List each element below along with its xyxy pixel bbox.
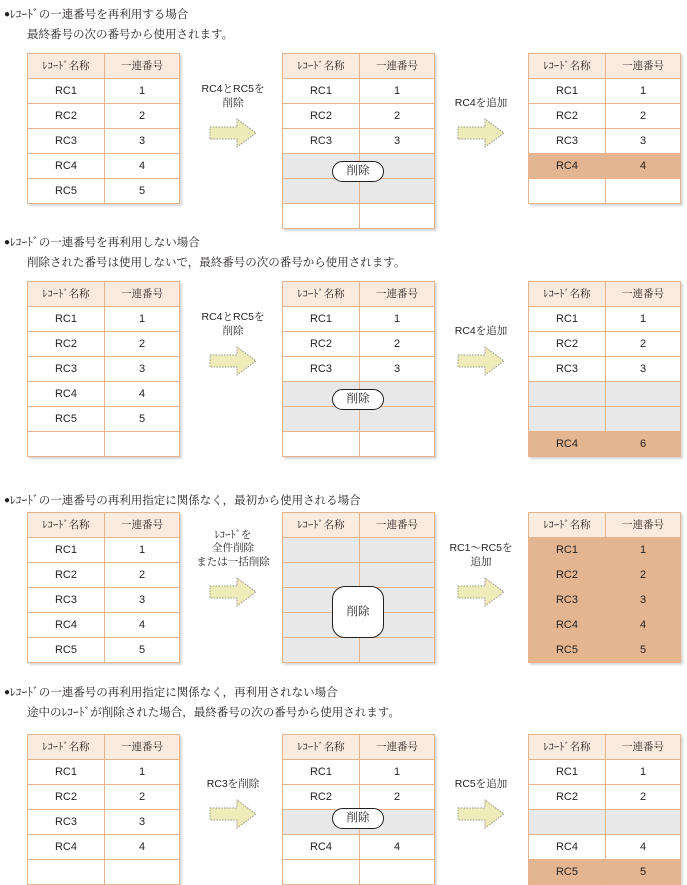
table-header-row (529, 282, 681, 307)
arrow-label-line: RC4を追加 (454, 324, 508, 337)
cell-sequence-number (360, 638, 435, 663)
table-row (28, 810, 180, 835)
section-heading (4, 8, 188, 22)
cell-sequence-number: 2 (105, 332, 180, 357)
arrow-delete-step (207, 116, 259, 150)
table-row (283, 129, 435, 154)
column-header-record-name: ﾚｺｰﾄﾞ名称 (283, 735, 360, 760)
cell-sequence-number: 5 (105, 407, 180, 432)
table-before (27, 512, 180, 663)
table-after-add (528, 512, 681, 663)
table-row (283, 835, 435, 860)
arrow-add-step (455, 797, 507, 831)
table-row (28, 563, 180, 588)
cell-record-name: RC1 (28, 760, 105, 785)
arrow-label-line: または一括削除 (196, 555, 270, 568)
column-header-record-name: ﾚｺｰﾄﾞ名称 (28, 282, 105, 307)
arrow-delete-label (178, 529, 288, 570)
cell-sequence-number (360, 563, 435, 588)
cell-record-name: RC4 (529, 835, 606, 860)
table-row (529, 810, 681, 835)
cell-record-name: RC2 (28, 332, 105, 357)
cell-sequence-number: 3 (606, 588, 681, 613)
delete-badge: 削除 (332, 389, 384, 410)
arrow-add-label (426, 542, 536, 569)
cell-sequence-number: 2 (606, 785, 681, 810)
arrow-label-line: RC5を追加 (454, 777, 508, 790)
table-row (283, 79, 435, 104)
cell-sequence-number: 2 (360, 785, 435, 810)
delete-badge: 削除 (332, 808, 384, 829)
arrow-delete-step (207, 797, 259, 831)
cell-record-name: RC2 (529, 104, 606, 129)
arrow-label-line: RC1～RC5を (449, 542, 513, 554)
column-header-record-name: ﾚｺｰﾄﾞ名称 (529, 735, 606, 760)
table-row (283, 179, 435, 204)
cell-sequence-number: 4 (606, 154, 681, 179)
section-heading-text: ﾚｺｰﾄﾞの一連番号の再利用指定に関係なく，最初から使用される場合 (10, 495, 361, 507)
table-after-add-wrapper (528, 734, 681, 885)
cell-sequence-number: 3 (105, 810, 180, 835)
delete-badge: 削除 (332, 586, 384, 638)
cell-record-name: RC5 (28, 179, 105, 204)
cell-record-name: RC2 (28, 104, 105, 129)
table-row (529, 179, 681, 204)
table-row (28, 760, 180, 785)
table-row (28, 588, 180, 613)
cell-record-name: RC2 (28, 563, 105, 588)
table-row (529, 638, 681, 663)
table-row (283, 785, 435, 810)
table-row (529, 613, 681, 638)
table-after-add-wrapper (528, 53, 681, 204)
cell-record-name: RC3 (529, 129, 606, 154)
table-row (529, 407, 681, 432)
table-after-add (528, 734, 681, 885)
section-heading-text: ﾚｺｰﾄﾞの一連番号の再利用指定に関係なく，再利用されない場合 (10, 687, 338, 699)
table-row (28, 332, 180, 357)
cell-sequence-number (360, 179, 435, 204)
cell-record-name (283, 563, 360, 588)
table-row (28, 79, 180, 104)
section-heading (4, 686, 338, 700)
cell-record-name: RC3 (529, 357, 606, 382)
cell-sequence-number (105, 432, 180, 457)
column-header-sequence-number: 一連番号 (606, 282, 681, 307)
table-row (529, 79, 681, 104)
cell-record-name: RC3 (283, 357, 360, 382)
table-before-wrapper (27, 512, 180, 663)
cell-record-name: RC4 (529, 613, 606, 638)
table-row (283, 104, 435, 129)
arrow-delete-label (178, 778, 288, 792)
cell-record-name: RC5 (28, 407, 105, 432)
arrow-label-line: ﾚｺｰﾄﾞを (214, 528, 252, 541)
cell-sequence-number (606, 179, 681, 204)
arrow-delete-step (207, 575, 259, 609)
cell-sequence-number: 3 (105, 357, 180, 382)
cell-record-name: RC3 (28, 129, 105, 154)
table-row (283, 332, 435, 357)
table-row (529, 332, 681, 357)
table-header-row (283, 282, 435, 307)
cell-record-name (283, 204, 360, 229)
arrow-delete-label (178, 311, 288, 338)
cell-record-name: RC1 (529, 538, 606, 563)
cell-record-name: RC1 (28, 307, 105, 332)
cell-record-name: RC4 (28, 613, 105, 638)
cell-sequence-number (606, 407, 681, 432)
cell-sequence-number: 3 (105, 588, 180, 613)
cell-sequence-number: 3 (360, 129, 435, 154)
arrow-add-label (426, 97, 536, 111)
column-header-record-name: ﾚｺｰﾄﾞ名称 (283, 282, 360, 307)
cell-sequence-number: 4 (360, 835, 435, 860)
arrow-label-line: RC3を削除 (206, 777, 260, 790)
cell-sequence-number: 6 (606, 432, 681, 457)
arrow-add-step (455, 575, 507, 609)
cell-record-name: RC4 (28, 835, 105, 860)
table-row (28, 307, 180, 332)
table-row (283, 307, 435, 332)
table-after-delete (282, 53, 435, 229)
table-row (28, 538, 180, 563)
cell-sequence-number: 5 (606, 638, 681, 663)
section-heading (4, 494, 361, 508)
cell-sequence-number: 5 (606, 860, 681, 885)
cell-record-name (283, 407, 360, 432)
table-row (28, 860, 180, 885)
cell-record-name (283, 638, 360, 663)
cell-sequence-number: 3 (360, 357, 435, 382)
cell-record-name (529, 810, 606, 835)
table-row (529, 382, 681, 407)
cell-sequence-number: 2 (606, 104, 681, 129)
table-after-add (528, 281, 681, 457)
cell-record-name: RC3 (283, 129, 360, 154)
cell-sequence-number: 4 (606, 835, 681, 860)
table-row (28, 129, 180, 154)
cell-record-name: RC1 (529, 79, 606, 104)
bullet-icon: ● (4, 495, 11, 506)
table-row (529, 307, 681, 332)
cell-sequence-number: 1 (606, 307, 681, 332)
table-after-delete-wrapper (282, 734, 435, 885)
arrow-label-line: 削除 (222, 96, 244, 109)
table-row (283, 538, 435, 563)
arrow-add-label (426, 778, 536, 792)
cell-record-name (529, 179, 606, 204)
table-header-row (28, 54, 180, 79)
cell-sequence-number: 3 (606, 357, 681, 382)
cell-sequence-number: 4 (606, 613, 681, 638)
cell-record-name: RC4 (529, 432, 606, 457)
cell-sequence-number: 2 (105, 104, 180, 129)
arrow-label-line: 全件削除 (212, 542, 254, 554)
cell-record-name: RC2 (529, 332, 606, 357)
cell-sequence-number: 5 (105, 638, 180, 663)
cell-record-name: RC2 (283, 785, 360, 810)
table-row (529, 785, 681, 810)
bullet-icon: ● (4, 687, 11, 698)
cell-sequence-number (360, 204, 435, 229)
section-heading-text: ﾚｺｰﾄﾞの一連番号を再利用する場合 (10, 9, 189, 21)
cell-sequence-number: 4 (105, 613, 180, 638)
cell-record-name: RC2 (283, 104, 360, 129)
column-header-record-name: ﾚｺｰﾄﾞ名称 (28, 513, 105, 538)
table-row (283, 357, 435, 382)
table-header-row (283, 735, 435, 760)
table-before-wrapper (27, 734, 180, 885)
delete-badge: 削除 (332, 161, 384, 182)
table-row (28, 432, 180, 457)
cell-sequence-number: 1 (105, 79, 180, 104)
cell-sequence-number: 1 (360, 307, 435, 332)
cell-record-name: RC2 (28, 785, 105, 810)
table-row (28, 613, 180, 638)
table-header-row (529, 54, 681, 79)
table-row (529, 538, 681, 563)
cell-sequence-number: 4 (105, 154, 180, 179)
column-header-sequence-number: 一連番号 (105, 282, 180, 307)
cell-sequence-number: 1 (105, 307, 180, 332)
cell-sequence-number: 2 (606, 332, 681, 357)
table-after-delete (282, 281, 435, 457)
column-header-record-name: ﾚｺｰﾄﾞ名称 (283, 513, 360, 538)
table-after-delete-wrapper (282, 512, 435, 663)
table-row (529, 588, 681, 613)
table-row (529, 563, 681, 588)
table-row (529, 154, 681, 179)
column-header-record-name: ﾚｺｰﾄﾞ名称 (529, 513, 606, 538)
cell-sequence-number (606, 810, 681, 835)
cell-record-name (529, 407, 606, 432)
cell-record-name: RC4 (28, 382, 105, 407)
cell-record-name: RC1 (28, 79, 105, 104)
table-before-wrapper (27, 53, 180, 204)
arrow-delete-label (178, 83, 288, 110)
section-heading (4, 236, 200, 250)
table-row (28, 154, 180, 179)
cell-sequence-number (105, 860, 180, 885)
table-before (27, 53, 180, 204)
cell-record-name: RC1 (28, 538, 105, 563)
arrow-label-line: RC4とRC5を (201, 311, 265, 323)
arrow-delete-step (207, 344, 259, 378)
table-row (283, 860, 435, 885)
table-row (283, 638, 435, 663)
cell-record-name: RC5 (529, 860, 606, 885)
table-row (28, 104, 180, 129)
table-row (529, 129, 681, 154)
table-row (529, 835, 681, 860)
cell-sequence-number (360, 860, 435, 885)
cell-record-name (283, 538, 360, 563)
cell-sequence-number: 4 (105, 382, 180, 407)
cell-sequence-number (360, 538, 435, 563)
cell-record-name: RC1 (529, 760, 606, 785)
cell-sequence-number: 1 (105, 760, 180, 785)
column-header-sequence-number: 一連番号 (360, 735, 435, 760)
cell-sequence-number: 2 (360, 332, 435, 357)
table-row (529, 760, 681, 785)
column-header-sequence-number: 一連番号 (105, 513, 180, 538)
cell-sequence-number: 1 (606, 760, 681, 785)
column-header-record-name: ﾚｺｰﾄﾞ名称 (283, 54, 360, 79)
column-header-sequence-number: 一連番号 (105, 54, 180, 79)
table-row (283, 204, 435, 229)
table-after-delete-wrapper (282, 53, 435, 229)
column-header-sequence-number: 一連番号 (606, 735, 681, 760)
table-header-row (28, 282, 180, 307)
cell-record-name: RC2 (283, 332, 360, 357)
cell-record-name: RC2 (529, 785, 606, 810)
cell-sequence-number: 1 (105, 538, 180, 563)
cell-sequence-number: 2 (105, 563, 180, 588)
column-header-sequence-number: 一連番号 (606, 54, 681, 79)
section-subheading: 最終番号の次の番号から使用されます。 (27, 29, 234, 41)
table-row (283, 563, 435, 588)
bullet-icon: ● (4, 237, 11, 248)
table-header-row (28, 513, 180, 538)
table-row (529, 357, 681, 382)
table-after-add-wrapper (528, 281, 681, 457)
table-row (28, 638, 180, 663)
cell-sequence-number: 1 (606, 79, 681, 104)
column-header-record-name: ﾚｺｰﾄﾞ名称 (529, 54, 606, 79)
cell-sequence-number: 3 (105, 129, 180, 154)
arrow-label-line: 追加 (470, 555, 492, 568)
cell-sequence-number: 5 (105, 179, 180, 204)
cell-record-name (28, 432, 105, 457)
cell-sequence-number: 2 (105, 785, 180, 810)
cell-record-name: RC1 (283, 760, 360, 785)
table-header-row (283, 513, 435, 538)
cell-record-name: RC4 (283, 835, 360, 860)
column-header-sequence-number: 一連番号 (606, 513, 681, 538)
arrow-label-line: RC4とRC5を (201, 83, 265, 95)
table-row (283, 760, 435, 785)
cell-sequence-number: 1 (360, 79, 435, 104)
column-header-sequence-number: 一連番号 (360, 54, 435, 79)
cell-sequence-number: 4 (105, 835, 180, 860)
table-header-row (529, 513, 681, 538)
table-row (529, 860, 681, 885)
arrow-label-line: RC4を追加 (454, 96, 508, 109)
bullet-icon: ● (4, 9, 11, 20)
cell-record-name (529, 382, 606, 407)
table-before-wrapper (27, 281, 180, 457)
table-header-row (28, 735, 180, 760)
cell-record-name: RC5 (529, 638, 606, 663)
cell-sequence-number: 1 (606, 538, 681, 563)
column-header-sequence-number: 一連番号 (105, 735, 180, 760)
table-before (27, 734, 180, 885)
table-header-row (283, 54, 435, 79)
cell-record-name (283, 860, 360, 885)
cell-record-name: RC5 (28, 638, 105, 663)
cell-sequence-number: 2 (360, 104, 435, 129)
cell-record-name: RC3 (529, 588, 606, 613)
cell-record-name: RC1 (529, 307, 606, 332)
table-row (28, 382, 180, 407)
cell-record-name: RC1 (283, 79, 360, 104)
section-subheading: 削除された番号は使用しないで，最終番号の次の番号から使用されます。 (27, 257, 406, 269)
table-row (529, 432, 681, 457)
table-row (28, 785, 180, 810)
cell-sequence-number (606, 382, 681, 407)
cell-record-name: RC4 (28, 154, 105, 179)
cell-record-name: RC4 (529, 154, 606, 179)
table-after-add-wrapper (528, 512, 681, 663)
table-row (283, 432, 435, 457)
cell-record-name: RC1 (283, 307, 360, 332)
arrow-add-step (455, 344, 507, 378)
cell-sequence-number (360, 407, 435, 432)
column-header-sequence-number: 一連番号 (360, 513, 435, 538)
table-before (27, 281, 180, 457)
table-row (28, 407, 180, 432)
table-row (529, 104, 681, 129)
section-subheading: 途中のﾚｺｰﾄﾞが削除された場合，最終番号の次の番号から使用されます。 (27, 707, 400, 719)
cell-sequence-number: 1 (360, 760, 435, 785)
table-row (283, 407, 435, 432)
column-header-record-name: ﾚｺｰﾄﾞ名称 (529, 282, 606, 307)
section-heading-text: ﾚｺｰﾄﾞの一連番号を再利用しない場合 (10, 237, 200, 249)
cell-record-name: RC3 (28, 810, 105, 835)
cell-sequence-number: 2 (606, 563, 681, 588)
table-header-row (529, 735, 681, 760)
table-after-delete-wrapper (282, 281, 435, 457)
table-after-add (528, 53, 681, 204)
table-row (28, 357, 180, 382)
arrow-add-label (426, 325, 536, 339)
table-row (28, 179, 180, 204)
cell-record-name (283, 179, 360, 204)
cell-record-name (28, 860, 105, 885)
cell-sequence-number: 3 (606, 129, 681, 154)
arrow-add-step (455, 116, 507, 150)
cell-record-name: RC2 (529, 563, 606, 588)
cell-record-name: RC3 (28, 357, 105, 382)
cell-record-name (283, 432, 360, 457)
column-header-sequence-number: 一連番号 (360, 282, 435, 307)
arrow-label-line: 削除 (222, 324, 244, 337)
column-header-record-name: ﾚｺｰﾄﾞ名称 (28, 735, 105, 760)
cell-sequence-number (360, 432, 435, 457)
cell-record-name: RC3 (28, 588, 105, 613)
table-row (28, 835, 180, 860)
column-header-record-name: ﾚｺｰﾄﾞ名称 (28, 54, 105, 79)
